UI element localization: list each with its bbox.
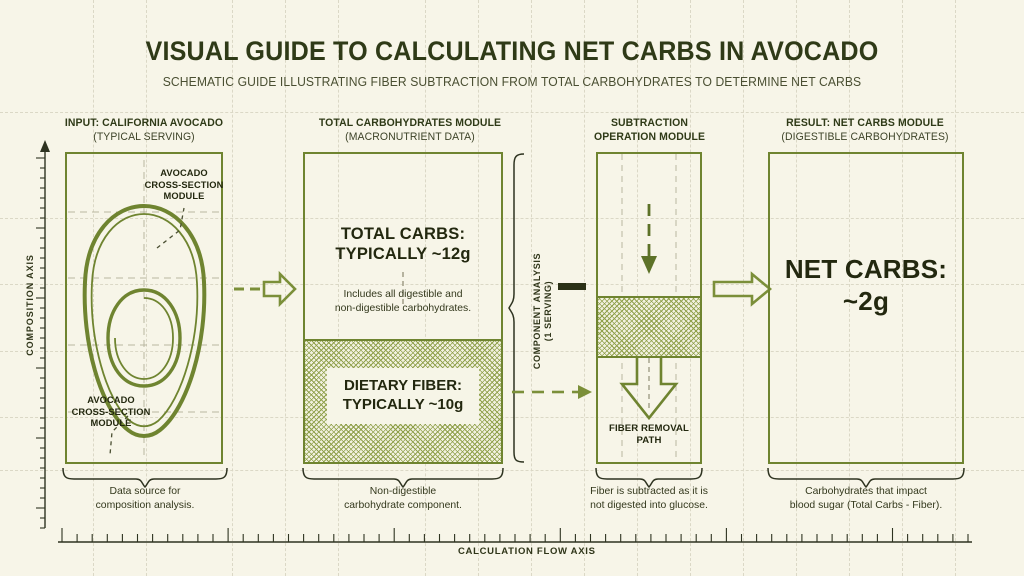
avocado-label-top-line3: MODULE: [163, 191, 205, 201]
avocado-label-top-line1: AVOCADO: [160, 168, 208, 178]
panel-subtitle-input: (TYPICAL SERVING): [93, 131, 195, 143]
fiber-transfer-arrow: [512, 380, 596, 404]
net-carbs-line1: NET CARBS:: [784, 254, 948, 284]
fiber-removal-path-label: [600, 423, 698, 446]
page-title: VISUAL GUIDE TO CALCULATING NET CARBS IN AVOCADO: [145, 36, 879, 66]
total-carbs-note: [305, 288, 501, 316]
fiber-transfer-arrowhead: [578, 385, 592, 399]
caption-total-carbs-line2: carbohydrate component.: [344, 500, 462, 511]
composition-axis-arrowhead: [40, 140, 50, 152]
total-carbs-line1: TOTAL CARBS:: [340, 225, 466, 243]
flow-arrow-input-to-carbs: [232, 268, 298, 310]
panel-title-subtraction: SUBTRACTION: [610, 117, 689, 129]
fiber-removal-path-line2: PATH: [636, 434, 662, 446]
panel-title-total-carbs: TOTAL CARBOHYDRATES MODULE: [318, 117, 502, 129]
panel-title-result: RESULT: NET CARBS MODULE: [786, 117, 944, 129]
caption-result-line2: blood sugar (Total Carbs - Fiber).: [789, 500, 943, 511]
panel-heading-subtraction: [582, 116, 718, 144]
panel-heading-total-carbs: [306, 116, 515, 144]
panel-heading-result: [770, 116, 960, 144]
avocado-label-bottom: [62, 395, 160, 430]
component-analysis-brace: [508, 152, 528, 464]
total-carbs-note-line1: Includes all digestible and: [343, 289, 463, 300]
fiber-removal-path-line1: FIBER REMOVAL: [608, 423, 689, 434]
total-carbs-line2: TYPICALLY ~12g: [335, 245, 471, 264]
caption-subtraction: [568, 485, 730, 513]
avocado-label-top-line2: CROSS-SECTION: [144, 179, 224, 190]
incoming-arrowhead: [641, 256, 657, 274]
component-analysis-line2: (1 SERVING): [543, 280, 553, 342]
fiber-removal-arrow: [612, 356, 688, 424]
caption-input-line1: Data source for: [109, 486, 181, 497]
calculation-flow-axis-label: CALCULATION FLOW AXIS: [458, 546, 596, 557]
caption-input-line2: composition analysis.: [95, 500, 195, 511]
caption-total-carbs-line1: Non-digestible: [369, 486, 437, 497]
avocado-label-bottom-line2: CROSS-SECTION: [71, 406, 151, 417]
component-analysis-label: [532, 236, 554, 386]
net-carbs-line2: ~2g: [842, 285, 890, 316]
caption-subtraction-line2: not digested into glucose.: [590, 500, 708, 511]
caption-subtraction-line1: Fiber is subtracted as it is: [590, 486, 708, 497]
panel-subtitle-total-carbs: (MACRONUTRIENT DATA): [345, 131, 475, 143]
avocado-label-top: [138, 168, 230, 203]
panel-subtitle-result: (DIGESTIBLE CARBOHYDRATES): [781, 131, 949, 143]
total-carbs-note-line2: non-digestible carbohydrates.: [334, 303, 472, 314]
net-carbs-value: [768, 254, 964, 317]
caption-total-carbs: [300, 485, 506, 513]
caption-result-line1: Carbohydrates that impact: [805, 486, 927, 497]
avocado-label-bottom-line3: MODULE: [90, 418, 132, 428]
dietary-fiber-line1: DIETARY FIBER:: [343, 377, 463, 395]
avocado-label-bottom-line1: AVOCADO: [87, 395, 135, 405]
caption-input: [55, 485, 235, 513]
minus-sign-icon: [558, 283, 586, 290]
panel-title-input: INPUT: CALIFORNIA AVOCADO: [64, 117, 224, 129]
component-analysis-line1: COMPONENT ANALYSIS: [532, 252, 542, 370]
panel-subtitle-subtraction: OPERATION MODULE: [593, 131, 706, 143]
dietary-fiber-line2: TYPICALLY ~10g: [342, 396, 464, 413]
dietary-fiber-label: [327, 368, 479, 424]
page-subtitle: SCHEMATIC GUIDE ILLUSTRATING FIBER SUBTRACTION FROM TOTAL CARBOHYDRATES TO DETERMINE NET CARBS: [162, 74, 862, 89]
flow-arrow-subtraction-to-result: [712, 268, 774, 310]
header: [0, 36, 1024, 89]
subtraction-fiber-slab: [596, 296, 702, 358]
composition-axis-label: COMPOSITION AXIS: [25, 254, 35, 356]
total-carbs-value: [303, 224, 503, 264]
panel-heading-input: [59, 116, 228, 144]
caption-result: [760, 485, 972, 513]
grid-line-horizontal: [0, 112, 1024, 113]
